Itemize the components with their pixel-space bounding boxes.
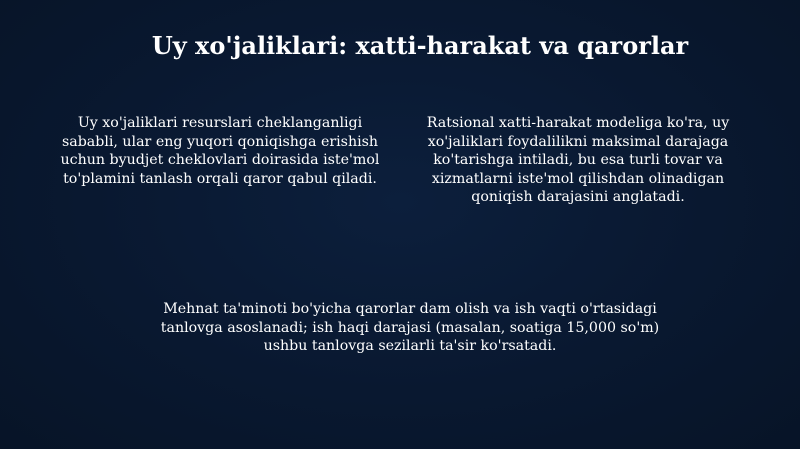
paragraph-budget-constraints: Uy xo'jaliklari resurslari cheklanganligi sababli, ular eng yuqori qoniqishga erishish uchun byudjet cheklovlari doirasida iste'mol to'plamini tanlash orqali qaror qabul qiladi. <box>60 115 380 187</box>
paragraph-utility-maximization: Ratsional xatti-harakat modeliga ko'ra, uy xo'jaliklari foydalilikni maksimal darajaga ko'tarishga intiladi, bu esa turli tovar va xizmatlarni iste'mol qilishdan olinadigan qoniqish darajasini anglatadi. <box>426 115 730 205</box>
slide-title: Uy xo'jaliklari: xatti-harakat va qarorlar <box>151 31 689 60</box>
paragraph-labor-supply: Mehnat ta'minoti bo'yicha qarorlar dam olish va ish vaqti o'rtasidagi tanlovga asoslanadi; ish haqi darajasi (masalan, soatiga 15,000 so'm) ushbu tanlovga sezilarli ta'sir ko'rsatadi. <box>160 301 660 354</box>
